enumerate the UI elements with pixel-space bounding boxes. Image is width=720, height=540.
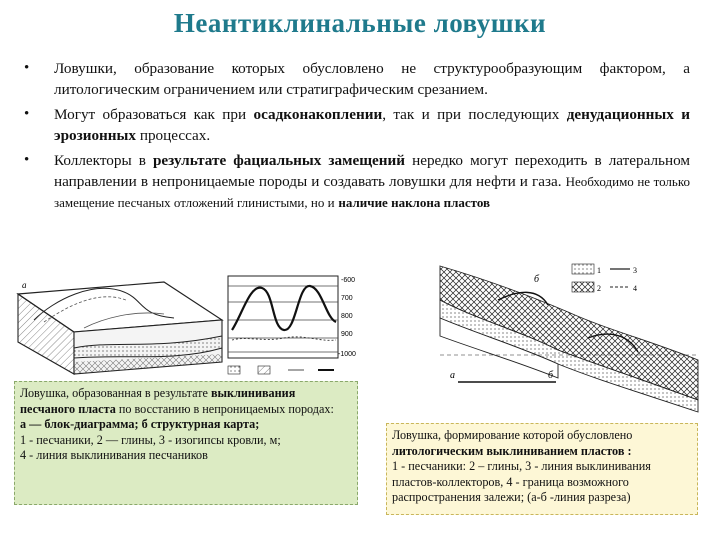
caption-right	[386, 423, 698, 515]
caption-line: 1 - песчаники, 2 — глины, 3 - изогипсы кровли, м;	[20, 432, 281, 447]
caption-line	[20, 386, 352, 402]
legend-num: 2	[597, 284, 601, 293]
legend-num: 4	[633, 284, 637, 293]
figure-label-a: a	[22, 280, 27, 290]
contour-label: 800	[341, 313, 353, 320]
caption-line-bold: литологическим выклиниванием пластов :	[392, 443, 632, 458]
bullet-list	[18, 58, 690, 217]
caption-line	[20, 402, 352, 418]
cross-section-svg	[438, 260, 700, 416]
figure-cross-section	[438, 260, 700, 416]
caption-line: 1 - песчаники: 2 – глины, 3 - линия выклинивания	[392, 459, 651, 473]
bullet-text-small: Необходимо не только замещение песчаных отложений глинистыми, но и	[54, 174, 690, 210]
bullet-bold: результате фациальных замещений	[152, 152, 406, 169]
contour-label: 900	[341, 331, 353, 338]
bullet-bold-small: наличие наклона пластов	[338, 195, 491, 210]
bullet-text: Ловушки, образование которых обусловлено не структурообразующим фактором, а литологическим ограничением или стратиграфическим срезанием.	[54, 60, 690, 98]
bullet-item	[18, 150, 690, 213]
bullet-text: процессах.	[136, 127, 211, 144]
contour-label: -600	[341, 277, 356, 284]
bullet-text: Могут образоваться как при	[54, 106, 254, 123]
caption-line: 4 - линия выклинивания песчаников	[20, 448, 208, 462]
caption-text: по восстанию в непроницаемых породах:	[115, 401, 334, 416]
bullet-item	[18, 104, 690, 146]
caption-line: пластов-коллекторов, 4 - граница возможного	[392, 474, 629, 489]
contour-label: 700	[341, 295, 353, 302]
page-title: Неантиклинальные ловушки	[173, 8, 547, 38]
caption-line: распространения залежи; (а-б -линия разреза)	[392, 490, 631, 504]
legend-num: 1	[597, 266, 601, 275]
section-label-b: б	[534, 274, 540, 285]
section-label-a: а	[450, 370, 455, 381]
bullet-item	[18, 58, 690, 100]
section-label-b2: б	[548, 370, 554, 381]
bullet-bold: осадконакоплении	[253, 106, 383, 123]
caption-line: Ловушка, формирование которой обусловлено	[392, 428, 633, 442]
caption-bold: песчаного пласта	[20, 401, 116, 416]
caption-left	[14, 381, 358, 505]
caption-bold: выклинивания	[210, 386, 296, 400]
caption-line	[20, 417, 352, 433]
bullet-bold: денудационных и эрозионных	[54, 106, 690, 144]
block-diagram-svg	[14, 270, 358, 381]
caption-text: Ловушка, образованная в результате	[20, 386, 211, 400]
caption-bold: а — блок-диаграмма; б структурная карта;	[20, 417, 260, 431]
contour-label: -1000	[338, 351, 356, 358]
legend-num: 3	[633, 266, 637, 275]
figure-block-diagram	[14, 270, 358, 381]
bullet-text: Коллекторы в	[54, 152, 153, 169]
bullet-text: , так и при последующих	[382, 106, 567, 123]
bullet-text: нередко могут переходить в латеральном направлении в непроницаемые породы и создавать ловушки для нефти и газа.	[54, 152, 691, 190]
